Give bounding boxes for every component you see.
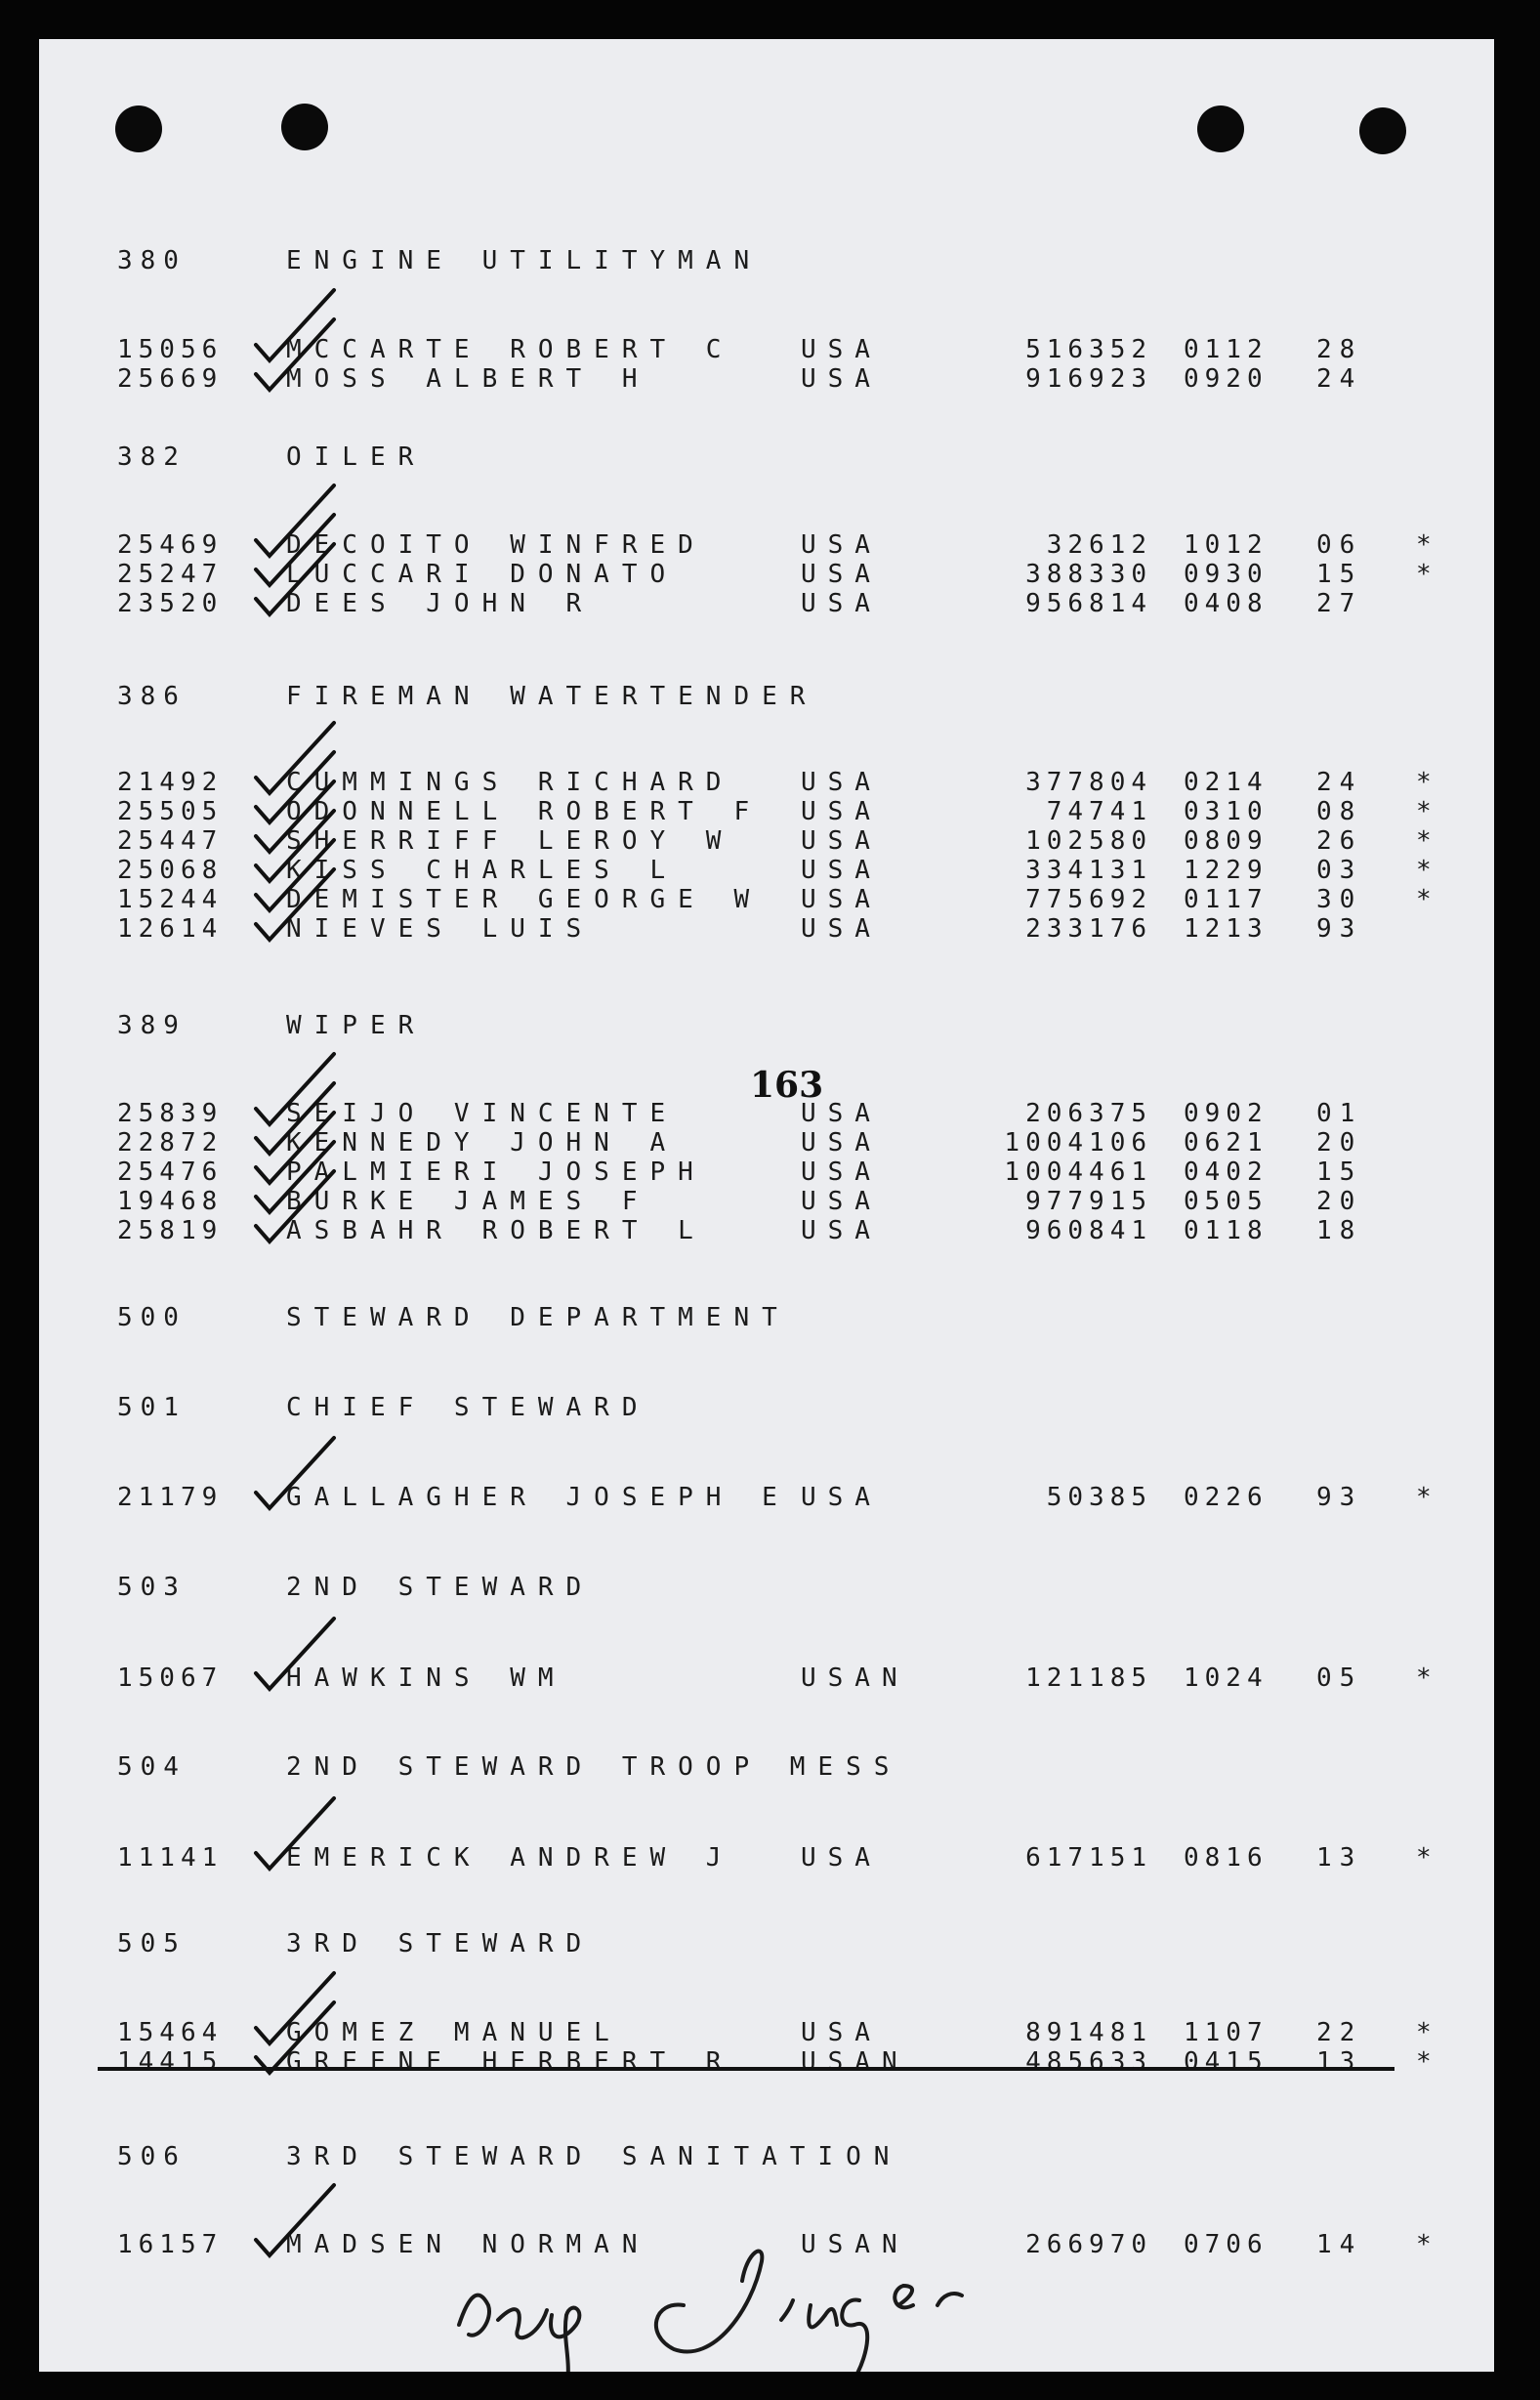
section-title: 2ND STEWARD TROOP MESS (286, 1752, 902, 1782)
year-code: 06 (1316, 530, 1363, 560)
asterisk-mark: * (1416, 1663, 1433, 1693)
section-code: 505 (117, 1929, 187, 1958)
asterisk-mark: * (1416, 1483, 1433, 1512)
check-mark (256, 485, 334, 556)
crew-name: MOSS ALBERT H (286, 364, 650, 394)
crew-name: LUCCARI DONATO (286, 560, 679, 589)
id-number: 891481 (1025, 2018, 1152, 2047)
pen-annotations (39, 39, 1494, 2372)
year-code: 24 (1316, 364, 1363, 394)
crew-name: ASBAHR ROBERT L (286, 1216, 706, 1245)
citizenship: USA (801, 914, 882, 944)
section-title: STEWARD DEPARTMENT (286, 1303, 790, 1332)
crew-name: KENNEDY JOHN A (286, 1128, 679, 1158)
crew-name: PALMIERI JOSEPH (286, 1158, 706, 1187)
id-number: 388330 (1025, 560, 1152, 589)
asterisk-mark: * (1416, 560, 1433, 589)
year-code: 20 (1316, 1128, 1363, 1158)
record-number: 25447 (117, 826, 224, 856)
check-mark (256, 290, 334, 360)
citizenship: USA (801, 856, 882, 885)
asterisk-mark: * (1416, 856, 1433, 885)
date-code: 0117 (1184, 885, 1269, 914)
citizenship: USA (801, 364, 882, 394)
date-code: 0214 (1184, 768, 1269, 797)
record-number: 25469 (117, 530, 224, 560)
citizenship: USAN (801, 1663, 909, 1693)
citizenship: USA (801, 797, 882, 826)
check-mark (256, 1798, 334, 1869)
id-number: 50385 (1046, 1483, 1152, 1512)
citizenship: USA (801, 1483, 882, 1512)
year-code: 24 (1316, 768, 1363, 797)
date-code: 1107 (1184, 2018, 1269, 2047)
record-number: 15464 (117, 2018, 224, 2047)
asterisk-mark: * (1416, 768, 1433, 797)
record-number: 23520 (117, 589, 224, 618)
citizenship: USA (801, 2018, 882, 2047)
date-code: 0706 (1184, 2230, 1269, 2259)
citizenship: USA (801, 1099, 882, 1128)
date-code: 0930 (1184, 560, 1269, 589)
section-title: 3RD STEWARD SANITATION (286, 2142, 902, 2171)
id-number: 1004106 (1004, 1128, 1152, 1158)
date-code: 0920 (1184, 364, 1269, 394)
crew-name: BURKE JAMES F (286, 1187, 650, 1216)
record-number: 16157 (117, 2230, 224, 2259)
asterisk-mark: * (1416, 2047, 1433, 2077)
year-code: 13 (1316, 2047, 1363, 2077)
record-number: 15244 (117, 885, 224, 914)
record-number: 25476 (117, 1158, 224, 1187)
year-code: 01 (1316, 1099, 1363, 1128)
id-number: 916923 (1025, 364, 1152, 394)
asterisk-mark: * (1416, 797, 1433, 826)
citizenship: USA (801, 885, 882, 914)
id-number: 956814 (1025, 589, 1152, 618)
crew-name: GOMEZ MANUEL (286, 2018, 622, 2047)
crew-name: NIEVES LUIS (286, 914, 595, 944)
year-code: 22 (1316, 2018, 1363, 2047)
record-number: 25839 (117, 1099, 224, 1128)
crew-name: KISS CHARLES L (286, 856, 679, 885)
crew-name: GREENE HERBERT R (286, 2047, 734, 2077)
citizenship: USA (801, 1187, 882, 1216)
record-number: 25068 (117, 856, 224, 885)
year-code: 13 (1316, 1843, 1363, 1873)
date-code: 0402 (1184, 1158, 1269, 1187)
check-mark (256, 1973, 334, 2043)
id-number: 1004461 (1004, 1158, 1152, 1187)
year-code: 28 (1316, 335, 1363, 364)
id-number: 32612 (1046, 530, 1152, 560)
date-code: 0112 (1184, 335, 1269, 364)
year-code: 05 (1316, 1663, 1363, 1693)
citizenship: USA (801, 1843, 882, 1873)
crew-name: DECOITO WINFRED (286, 530, 706, 560)
record-number: 12614 (117, 914, 224, 944)
crew-name: EMERICK ANDREW J (286, 1843, 734, 1873)
id-number: 102580 (1025, 826, 1152, 856)
year-code: 14 (1316, 2230, 1363, 2259)
citizenship: USA (801, 1128, 882, 1158)
date-code: 1024 (1184, 1663, 1269, 1693)
id-number: 334131 (1025, 856, 1152, 885)
asterisk-mark: * (1416, 885, 1433, 914)
year-code: 15 (1316, 1158, 1363, 1187)
crew-name: GALLAGHER JOSEPH E (286, 1483, 790, 1512)
year-code: 15 (1316, 560, 1363, 589)
record-number: 21179 (117, 1483, 224, 1512)
date-code: 0118 (1184, 1216, 1269, 1245)
record-number: 22872 (117, 1128, 224, 1158)
section-code: 380 (117, 246, 187, 275)
id-number: 377804 (1025, 768, 1152, 797)
date-code: 0621 (1184, 1128, 1269, 1158)
check-mark (256, 2185, 334, 2255)
record-number: 21492 (117, 768, 224, 797)
citizenship: USAN (801, 2047, 909, 2077)
section-code: 500 (117, 1303, 187, 1332)
asterisk-mark: * (1416, 2230, 1433, 2259)
citizenship: USA (801, 530, 882, 560)
crew-name: SHERRIFF LEROY W (286, 826, 734, 856)
date-code: 0310 (1184, 797, 1269, 826)
section-code: 506 (117, 2142, 187, 2171)
id-number: 775692 (1025, 885, 1152, 914)
section-code: 504 (117, 1752, 187, 1782)
check-mark (256, 1619, 334, 1689)
asterisk-mark: * (1416, 1843, 1433, 1873)
record-number: 25247 (117, 560, 224, 589)
record-number: 19468 (117, 1187, 224, 1216)
crew-name: HAWKINS WM (286, 1663, 566, 1693)
date-code: 0226 (1184, 1483, 1269, 1512)
handwritten-signature (459, 2252, 962, 2372)
citizenship: USA (801, 768, 882, 797)
year-code: 93 (1316, 1483, 1363, 1512)
crew-name: ODONNELL ROBERT F (286, 797, 763, 826)
date-code: 0816 (1184, 1843, 1269, 1873)
crew-name: DEES JOHN R (286, 589, 595, 618)
id-number: 960841 (1025, 1216, 1152, 1245)
crew-name: DEMISTER GEORGE W (286, 885, 763, 914)
section-title: FIREMAN WATERTENDER (286, 682, 818, 711)
date-code: 0809 (1184, 826, 1269, 856)
section-code: 386 (117, 682, 187, 711)
record-number: 14415 (117, 2047, 224, 2077)
section-title: ENGINE UTILITYMAN (286, 246, 763, 275)
citizenship: USAN (801, 2230, 909, 2259)
check-mark (256, 1054, 334, 1124)
year-code: 93 (1316, 914, 1363, 944)
section-title: WIPER (286, 1011, 427, 1040)
year-code: 08 (1316, 797, 1363, 826)
document-page (39, 39, 1494, 2372)
asterisk-mark: * (1416, 2018, 1433, 2047)
citizenship: USA (801, 589, 882, 618)
page-number-stamp: 163 (750, 1065, 824, 1106)
section-code: 501 (117, 1393, 187, 1422)
year-code: 18 (1316, 1216, 1363, 1245)
date-code: 1229 (1184, 856, 1269, 885)
date-code: 1012 (1184, 530, 1269, 560)
check-mark (256, 723, 334, 793)
record-number: 25819 (117, 1216, 224, 1245)
record-number: 15067 (117, 1663, 224, 1693)
record-number: 25669 (117, 364, 224, 394)
year-code: 20 (1316, 1187, 1363, 1216)
crew-name: SEIJO VINCENTE (286, 1099, 679, 1128)
id-number: 516352 (1025, 335, 1152, 364)
date-code: 0902 (1184, 1099, 1269, 1128)
id-number: 617151 (1025, 1843, 1152, 1873)
id-number: 233176 (1025, 914, 1152, 944)
date-code: 0505 (1184, 1187, 1269, 1216)
year-code: 26 (1316, 826, 1363, 856)
year-code: 30 (1316, 885, 1363, 914)
year-code: 03 (1316, 856, 1363, 885)
id-number: 74741 (1046, 797, 1152, 826)
citizenship: USA (801, 560, 882, 589)
citizenship: USA (801, 826, 882, 856)
date-code: 1213 (1184, 914, 1269, 944)
section-code: 382 (117, 442, 187, 472)
crew-name: CUMMINGS RICHARD (286, 768, 734, 797)
date-code: 0415 (1184, 2047, 1269, 2077)
crew-name: MCCARTE ROBERT C (286, 335, 734, 364)
id-number: 485633 (1025, 2047, 1152, 2077)
id-number: 977915 (1025, 1187, 1152, 1216)
date-code: 0408 (1184, 589, 1269, 618)
citizenship: USA (801, 335, 882, 364)
asterisk-mark: * (1416, 530, 1433, 560)
record-number: 11141 (117, 1843, 224, 1873)
check-marks (256, 290, 334, 2255)
id-number: 121185 (1025, 1663, 1152, 1693)
asterisk-mark: * (1416, 826, 1433, 856)
id-number: 266970 (1025, 2230, 1152, 2259)
section-code: 503 (117, 1573, 187, 1602)
id-number: 206375 (1025, 1099, 1152, 1128)
record-number: 25505 (117, 797, 224, 826)
record-number: 15056 (117, 335, 224, 364)
section-title: OILER (286, 442, 427, 472)
citizenship: USA (801, 1158, 882, 1187)
section-title: 3RD STEWARD (286, 1929, 595, 1958)
check-mark (256, 1438, 334, 1508)
section-title: CHIEF STEWARD (286, 1393, 650, 1422)
citizenship: USA (801, 1216, 882, 1245)
section-title: 2ND STEWARD (286, 1573, 595, 1602)
crew-name: MADSEN NORMAN (286, 2230, 650, 2259)
section-code: 389 (117, 1011, 187, 1040)
year-code: 27 (1316, 589, 1363, 618)
